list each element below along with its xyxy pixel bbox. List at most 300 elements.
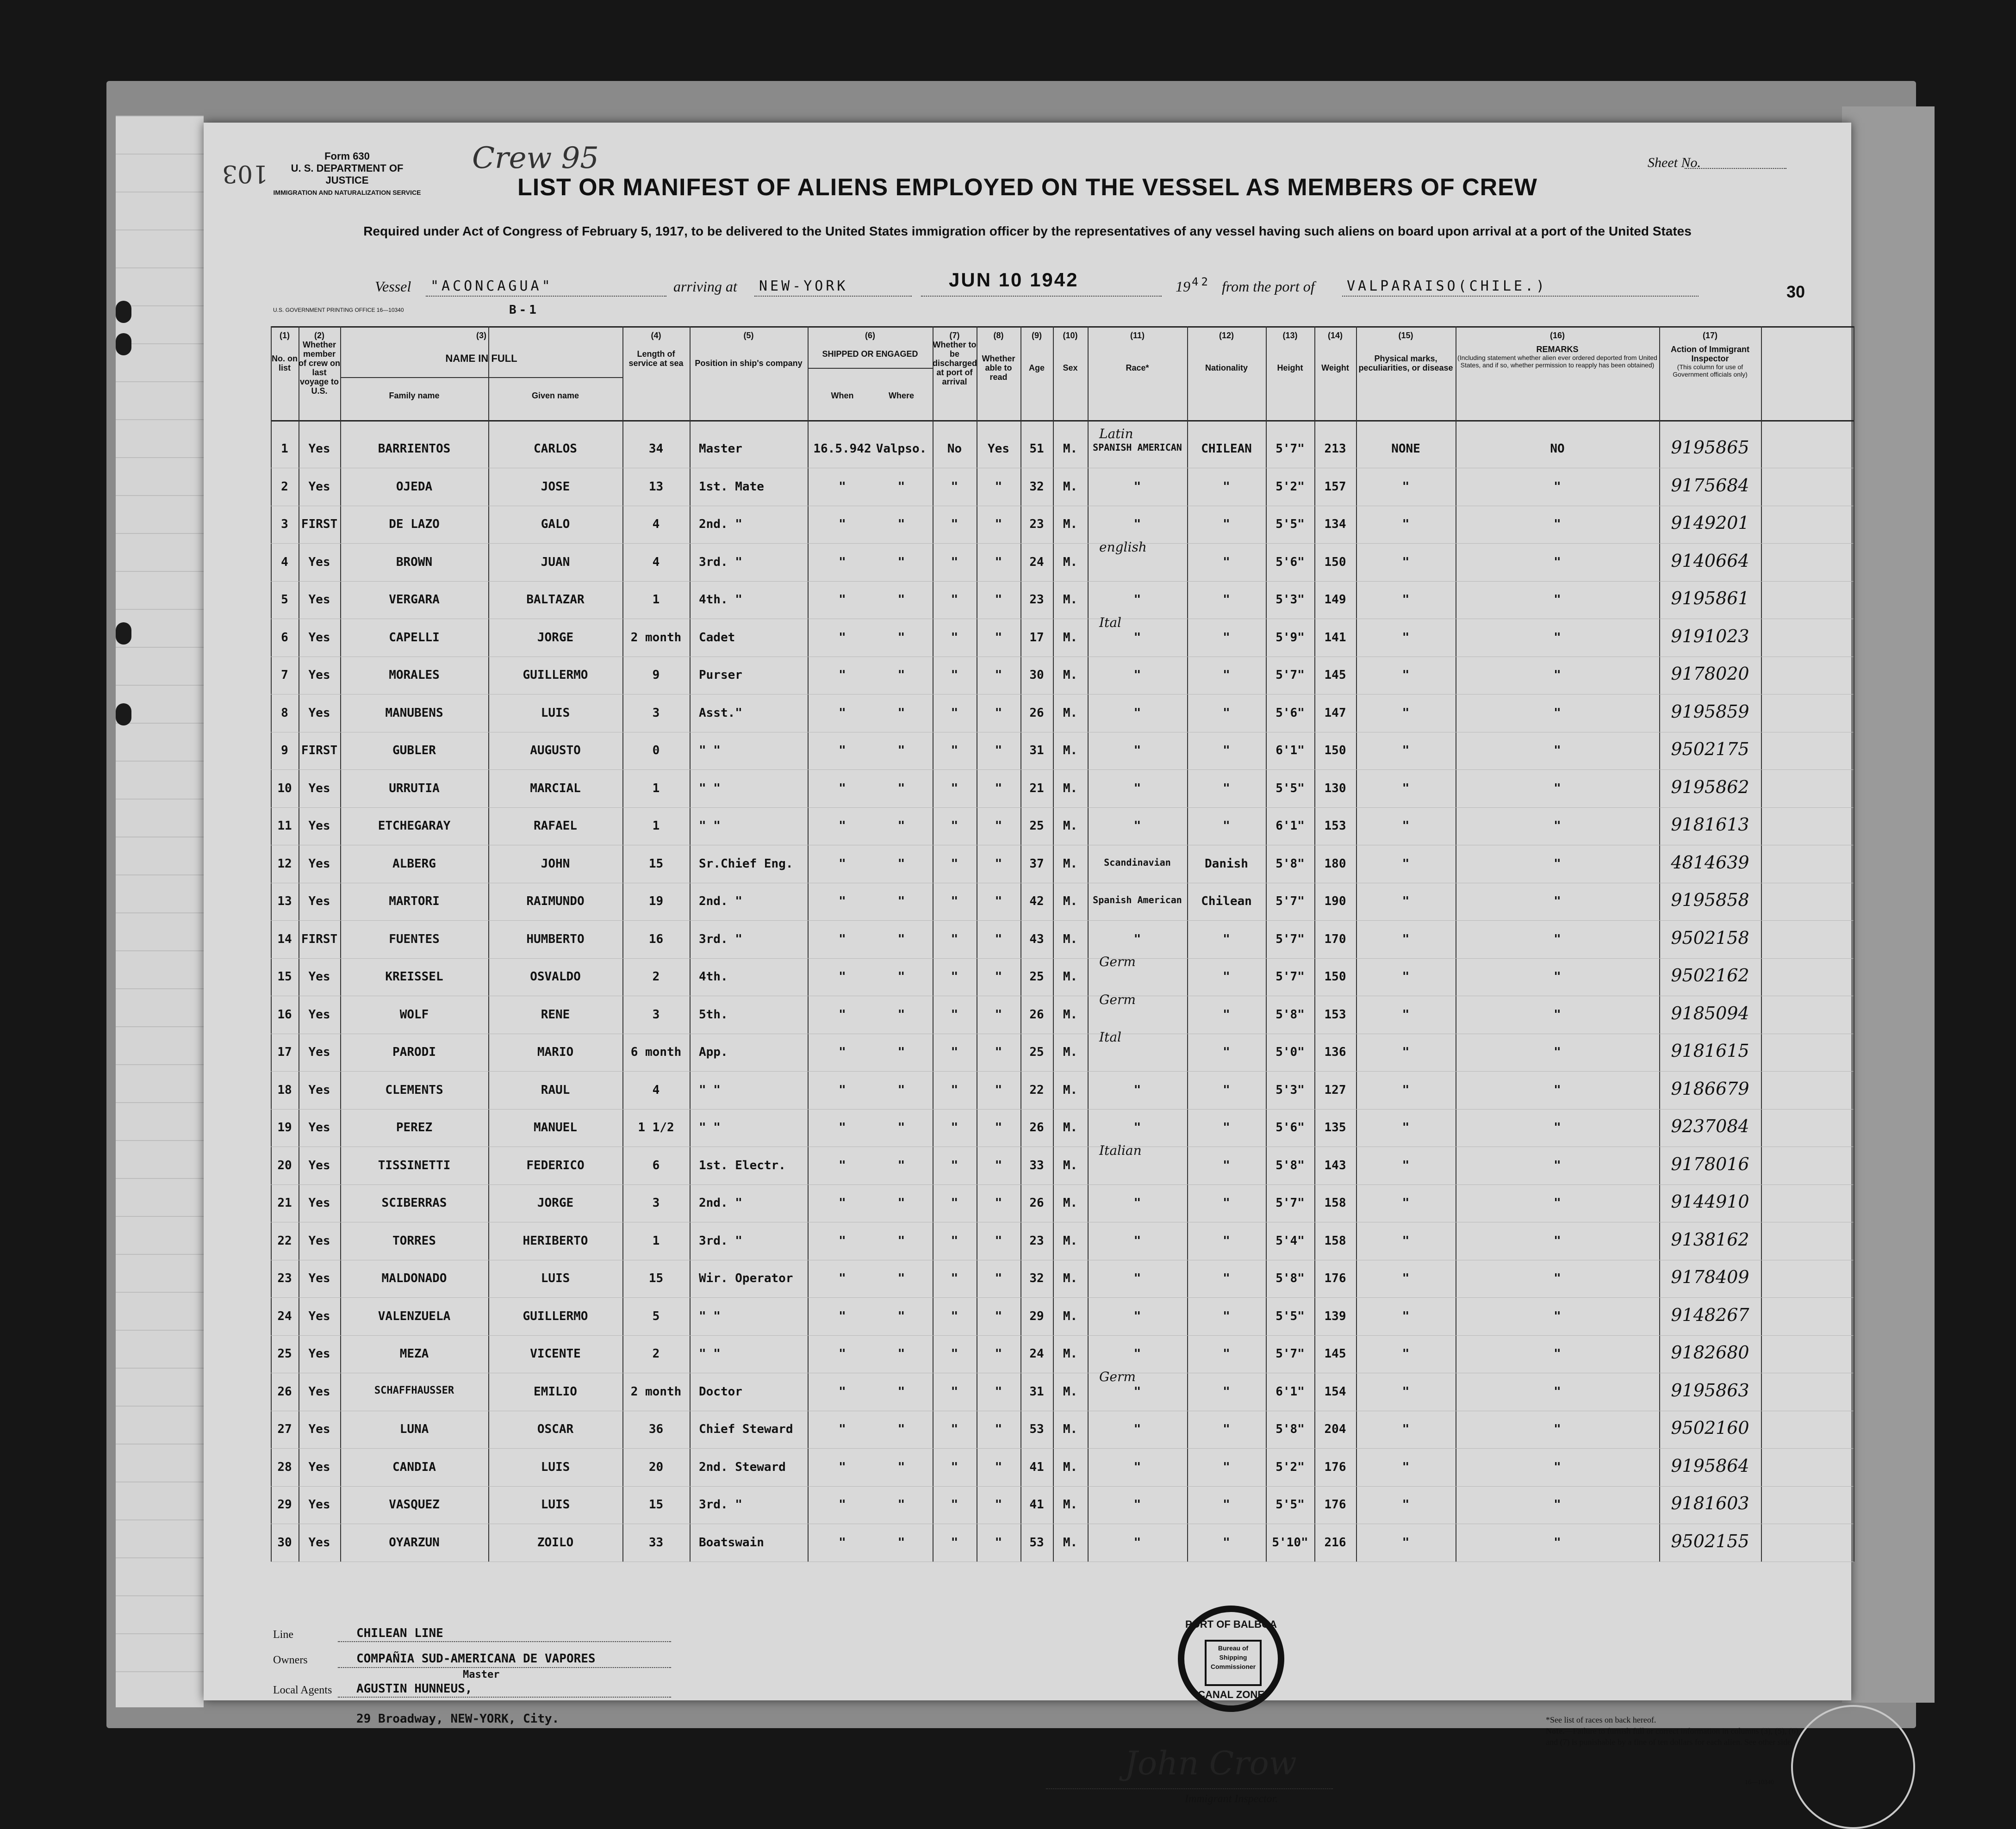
cell-family: URRUTIA [389,781,440,795]
cell-discharge: " [951,894,958,908]
footer-notes [1546,1714,1805,1748]
header-col12: Nationality [1205,363,1248,372]
cell-sex: M. [1063,706,1078,720]
cell-service: 2 month [630,1384,682,1399]
cell-service: 15 [648,1498,664,1512]
cell-crew: Yes [308,668,330,682]
cell-no: 23 [277,1271,292,1285]
cell-nationality: " [1223,1083,1230,1097]
vessel-name: "ACONCAGUA" [430,278,553,294]
cell-height: 5'6" [1276,555,1305,569]
cell-given: JOHN [541,856,570,871]
cell-no: 11 [277,819,292,833]
cell-discharge: " [951,1007,958,1022]
cell-remarks: " [1554,479,1561,494]
header-col3: NAME IN FULL [445,353,517,364]
cell-no: 9 [281,744,288,757]
cell-when: " [839,1234,846,1248]
cell-remarks: " [1554,1083,1561,1097]
cell-no: 25 [277,1347,292,1361]
cell-read: " [995,517,1002,531]
cell-service: 19 [648,894,664,908]
cell-no: 12 [277,856,292,871]
cell-family: MARTORI [389,894,440,908]
cell-nationality: " [1223,555,1230,569]
header-col1-num: (1) [280,331,290,340]
cell-family: ALBERG [392,856,436,871]
cell-sex: M. [1063,517,1078,531]
cell-weight: 134 [1324,517,1346,531]
cell-remarks: " [1554,1384,1561,1399]
footer-agent-address: 29 Broadway, NEW-YORK, City. [356,1712,560,1726]
cell-service: 5 [652,1309,660,1323]
cell-discharge: " [951,1309,958,1323]
cell-nationality: " [1223,1196,1230,1210]
header-col12-num: (12) [1219,331,1234,340]
cell-race: " [1133,932,1141,946]
cell-discharge: " [951,630,958,645]
cell-position: 3rd. " [699,1498,742,1512]
cell-sex: M. [1063,856,1078,871]
binder-hole [116,703,131,725]
cell-age: 26 [1029,1007,1044,1022]
cell-marks: " [1402,744,1410,757]
cell-family: CANDIA [392,1460,436,1474]
cell-age: 30 [1029,668,1044,682]
cell-service: 3 [652,1196,660,1210]
cell-when: " [839,1083,846,1097]
cell-sex: M. [1063,1083,1078,1097]
department-name: U. S. DEPARTMENT OF JUSTICE [291,162,404,186]
cell-no: 8 [281,706,288,720]
seal-top-text: PORT OF BALBOA [1185,1618,1277,1630]
cell-no: 24 [277,1309,292,1323]
cell-family: VERGARA [389,593,440,607]
cell-remarks: " [1554,1347,1561,1361]
cell-position: " " [699,1347,721,1361]
cell-position: " " [699,1083,721,1097]
cell-height: 5'7" [1276,442,1305,456]
cell-no: 13 [277,894,292,908]
header-col17-note: (This column for use of Government officials only) [1673,363,1748,378]
cell-action: 9502155 [1671,1531,1749,1551]
cell-sex: M. [1063,442,1078,456]
cell-height: 6'1" [1276,819,1305,833]
cell-position: Chief Steward [699,1422,793,1436]
cell-sex: M. [1063,668,1078,682]
cell-age: 26 [1029,1121,1044,1135]
cell-crew: Yes [308,1007,330,1022]
cell-nationality: " [1223,1422,1230,1436]
cell-given: AUGUSTO [530,744,581,757]
cell-no: 20 [277,1158,292,1172]
cell-nationality: Danish [1205,856,1248,871]
cell-weight: 145 [1324,1347,1346,1361]
cell-nationality: Chilean [1201,894,1252,908]
footer-agents-label: Local Agents [273,1684,332,1696]
cell-marks: " [1402,1045,1410,1059]
header-col8-num: (8) [993,331,1004,340]
cell-crew: Yes [308,1309,330,1323]
cell-where: " [897,932,905,946]
cell-sex: M. [1063,1460,1078,1474]
footer-print-code: 16—10340 [1745,1779,1774,1786]
year-prefix: 19 [1176,278,1190,295]
cell-no: 6 [281,630,288,645]
cell-position: 5th. [699,1007,728,1022]
cell-race: " [1133,1121,1141,1135]
cell-given: MARCIAL [530,781,581,795]
faint-stamp [1791,1705,1915,1829]
cell-marks: " [1402,593,1410,607]
cell-height: 5'7" [1276,970,1305,984]
cell-remarks: " [1554,819,1561,833]
cell-race-note: Ital [1099,614,1121,630]
cell-crew: Yes [308,1158,330,1172]
cell-when: " [839,1422,846,1436]
cell-given: LUIS [541,1271,570,1285]
cell-crew: FIRST [301,517,338,531]
cell-read: " [995,856,1002,871]
cell-action: 9178020 [1671,663,1749,684]
cell-crew: FIRST [301,932,338,946]
header-col10-num: (10) [1063,331,1078,340]
cell-when: " [839,1498,846,1512]
header-col7-num: (7) [949,331,960,340]
cell-no: 19 [277,1121,292,1135]
cell-crew: Yes [308,442,330,456]
cell-nationality: " [1223,517,1230,531]
cell-discharge: " [951,744,958,757]
cell-action: 9178409 [1671,1267,1749,1287]
crew-table [271,326,1854,1562]
cell-sex: M. [1063,1535,1078,1550]
cell-marks: " [1402,630,1410,645]
cell-when: " [839,856,846,871]
cell-discharge: " [951,479,958,494]
cell-action: 9195859 [1671,701,1749,722]
cell-sex: M. [1063,819,1078,833]
cell-position: App. [699,1045,728,1059]
cell-sex: M. [1063,593,1078,607]
cell-when: " [839,1460,846,1474]
cell-height: 5'2" [1276,479,1305,494]
cell-family: SCHAFFHAUSSER [374,1384,454,1396]
cell-when: " [839,668,846,682]
cell-discharge: " [951,1422,958,1436]
cell-age: 21 [1029,781,1044,795]
cell-weight: 204 [1324,1422,1346,1436]
cell-remarks: " [1554,1121,1561,1135]
cell-where: " [897,1535,905,1550]
cell-where: " [897,856,905,871]
cell-height: 5'5" [1276,781,1305,795]
cell-nationality: " [1223,744,1230,757]
cell-where: " [897,1158,905,1172]
cell-no: 18 [277,1083,292,1097]
cell-where: " [897,593,905,607]
cell-sex: M. [1063,1309,1078,1323]
cell-read: " [995,1498,1002,1512]
cell-weight: 216 [1324,1535,1346,1550]
cell-weight: 127 [1324,1083,1346,1097]
cell-discharge: " [951,1083,958,1097]
cell-read: " [995,1158,1002,1172]
cell-where: " [897,1271,905,1285]
row-divider [271,920,1854,921]
row-divider [271,769,1854,770]
cell-where: " [897,1498,905,1512]
cell-where: " [897,706,905,720]
cell-marks: " [1402,894,1410,908]
cell-crew: Yes [308,1045,330,1059]
cell-marks: NONE [1391,442,1420,456]
cell-sex: M. [1063,1007,1078,1022]
header-col7: Whether to be discharged at port of arrival [933,340,977,386]
inspector-signature: John Crow [1125,1744,1297,1782]
cell-age: 32 [1029,479,1044,494]
inspector-label: Immigrant Inspector. [1185,1793,1278,1805]
cell-read: " [995,555,1002,569]
cell-age: 26 [1029,706,1044,720]
row-divider [271,807,1854,808]
cell-family: DE LAZO [389,517,440,531]
cell-when: " [839,894,846,908]
arrival-date-stamp: JUN 10 1942 [949,269,1079,291]
cell-service: 2 [652,1347,660,1361]
header-col3-num: (3) [476,331,486,340]
cell-age: 51 [1029,442,1044,456]
cell-crew: Yes [308,1271,330,1285]
cell-marks: " [1402,1083,1410,1097]
cell-read: " [995,1196,1002,1210]
header-col16-num: (16) [1549,331,1565,340]
cell-weight: 139 [1324,1309,1346,1323]
cell-age: 24 [1029,555,1044,569]
cell-age: 31 [1029,1384,1044,1399]
cell-weight: 141 [1324,630,1346,645]
cell-race: " [1133,781,1141,795]
cell-weight: 150 [1324,744,1346,757]
cell-age: 42 [1029,894,1044,908]
cell-discharge: " [951,856,958,871]
service-name: IMMIGRATION AND NATURALIZATION SERVICE [273,189,421,196]
cell-marks: " [1402,517,1410,531]
from-port-label: from the port of [1222,278,1315,295]
cell-no: 28 [277,1460,292,1474]
print-office-code: U.S. GOVERNMENT PRINTING OFFICE 16—10340 [273,307,404,313]
cell-no: 17 [277,1045,292,1059]
header-col6-num: (6) [865,331,875,340]
cell-weight: 213 [1324,442,1346,456]
cell-height: 5'8" [1276,1007,1305,1022]
header-family-name: Family name [389,391,440,400]
cell-weight: 157 [1324,479,1346,494]
header-col5: Position in ship's company [695,359,803,368]
cell-discharge: " [951,1460,958,1474]
cell-crew: Yes [308,1234,330,1248]
cell-marks: " [1402,555,1410,569]
cell-when: " [839,970,846,984]
cell-age: 25 [1029,819,1044,833]
cell-nationality: " [1223,1234,1230,1248]
cell-given: LUIS [541,706,570,720]
cell-family: MANUBENS [385,706,443,720]
cell-family: VASQUEZ [389,1498,440,1512]
cell-position: Asst." [699,706,742,720]
cell-read: " [995,1045,1002,1059]
cell-marks: " [1402,856,1410,871]
cell-marks: " [1402,1309,1410,1323]
cell-height: 5'7" [1276,1196,1305,1210]
cell-family: SCIBERRAS [381,1196,447,1210]
cell-discharge: " [951,593,958,607]
cell-position: 2nd. Steward [699,1460,786,1474]
footer-line-label: Line [273,1629,293,1641]
cell-action: 9175684 [1671,475,1749,496]
cell-where: " [897,781,905,795]
cell-action: 9195863 [1671,1380,1749,1401]
cell-position: 4th. [699,970,728,984]
cell-height: 5'8" [1276,1158,1305,1172]
cell-given: RAUL [541,1083,570,1097]
cell-nationality: " [1223,781,1230,795]
cell-given: OSCAR [537,1422,574,1436]
cell-sex: M. [1063,630,1078,645]
b-code: B-1 [509,303,539,317]
cell-age: 26 [1029,1196,1044,1210]
cell-height: 5'3" [1276,1083,1305,1097]
cell-sex: M. [1063,555,1078,569]
cell-when: " [839,1196,846,1210]
cell-position: Purser [699,668,742,682]
cell-remarks: " [1554,1196,1561,1210]
footer-master-label: Master [463,1669,500,1680]
cell-weight: 145 [1324,668,1346,682]
cell-action: 9195858 [1671,890,1749,910]
header-col15-num: (15) [1398,331,1413,340]
cell-age: 17 [1029,630,1044,645]
cell-weight: 158 [1324,1196,1346,1210]
cell-action: 9149201 [1671,513,1749,533]
cell-weight: 154 [1324,1384,1346,1399]
cell-service: 4 [652,1083,660,1097]
cell-position: 3rd. " [699,1234,742,1248]
seal-bottom-text: CANAL ZONE [1198,1689,1264,1700]
cell-family: WOLF [399,1007,429,1022]
header-col11-num: (11) [1130,331,1145,340]
cell-where: " [897,1347,905,1361]
cell-service: 1 [652,1234,660,1248]
cell-action: 9502158 [1671,927,1749,948]
cell-discharge: " [951,819,958,833]
row-divider [271,1109,1854,1110]
cell-sex: M. [1063,1384,1078,1399]
cell-nationality: " [1223,1535,1230,1550]
cell-family: BARRIENTOS [378,442,451,456]
cell-service: 6 month [630,1045,682,1059]
cell-position: 2nd. " [699,517,742,531]
cell-service: 13 [648,479,664,494]
header-col5-num: (5) [743,331,754,340]
header-col16: REMARKS [1536,345,1579,354]
cell-race: " [1133,593,1141,607]
cell-where: " [897,1309,905,1323]
cell-crew: Yes [308,819,330,833]
header-col6: SHIPPED OR ENGAGED [822,349,918,359]
cell-discharge: " [951,1121,958,1135]
footer-line-value: CHILEAN LINE [356,1626,443,1640]
cell-race: " [1133,630,1141,645]
handwritten-crew-count: Crew 95 [472,141,599,175]
cell-action: 9237084 [1671,1116,1749,1136]
cell-action: 9191023 [1671,626,1749,646]
cell-remarks: " [1554,1271,1561,1285]
cell-nationality: " [1223,1158,1230,1172]
cell-height: 5'7" [1276,1347,1305,1361]
cell-age: 53 [1029,1535,1044,1550]
cell-marks: " [1402,1347,1410,1361]
cell-discharge: " [951,1384,958,1399]
header-col16-note: (Including statement whether alien ever ordered deported from United States, and if so, whether permission to reapply has been obtained) [1457,354,1657,369]
races-note: *See list of races on back hereof. [1546,1715,1656,1724]
cell-race: " [1133,1498,1141,1512]
cell-discharge: " [951,970,958,984]
cell-discharge: " [951,1271,958,1285]
cell-nationality: " [1223,1271,1230,1285]
cell-age: 41 [1029,1498,1044,1512]
cell-nationality: " [1223,1309,1230,1323]
cell-weight: 176 [1324,1271,1346,1285]
cell-height: 5'8" [1276,856,1305,871]
cell-race: Scandinavian [1104,856,1171,868]
cell-nationality: " [1223,668,1230,682]
cell-where: " [897,1234,905,1248]
cell-sex: M. [1063,894,1078,908]
cell-weight: 153 [1324,1007,1346,1022]
row-divider [271,1335,1854,1336]
cell-age: 31 [1029,744,1044,757]
cell-service: 15 [648,1271,664,1285]
cell-sex: M. [1063,744,1078,757]
cell-action: 9181613 [1671,814,1749,835]
cell-weight: 150 [1324,970,1346,984]
cell-sex: M. [1063,1158,1078,1172]
background-sheet-edge [1842,106,1935,1703]
cell-no: 22 [277,1234,292,1248]
cell-when: " [839,1158,846,1172]
cell-given: GALO [541,517,570,531]
cell-read: " [995,970,1002,984]
cell-remarks: " [1554,932,1561,946]
arrival-port: NEW-YORK [759,278,848,294]
header-col11: Race* [1126,363,1149,372]
cell-where: " [897,819,905,833]
cell-when: " [839,819,846,833]
cell-when: " [839,479,846,494]
row-divider [271,1486,1854,1487]
voyage-line [375,269,1810,298]
cell-weight: 136 [1324,1045,1346,1059]
cell-given: OSVALDO [530,970,581,984]
cell-where: " [897,894,905,908]
header-col8: Whether able to read [982,354,1015,382]
cell-position: 3rd. " [699,555,742,569]
cell-marks: " [1402,706,1410,720]
arrival-year: 42 [1192,275,1211,288]
cell-marks: " [1402,479,1410,494]
cell-family: TORRES [392,1234,436,1248]
